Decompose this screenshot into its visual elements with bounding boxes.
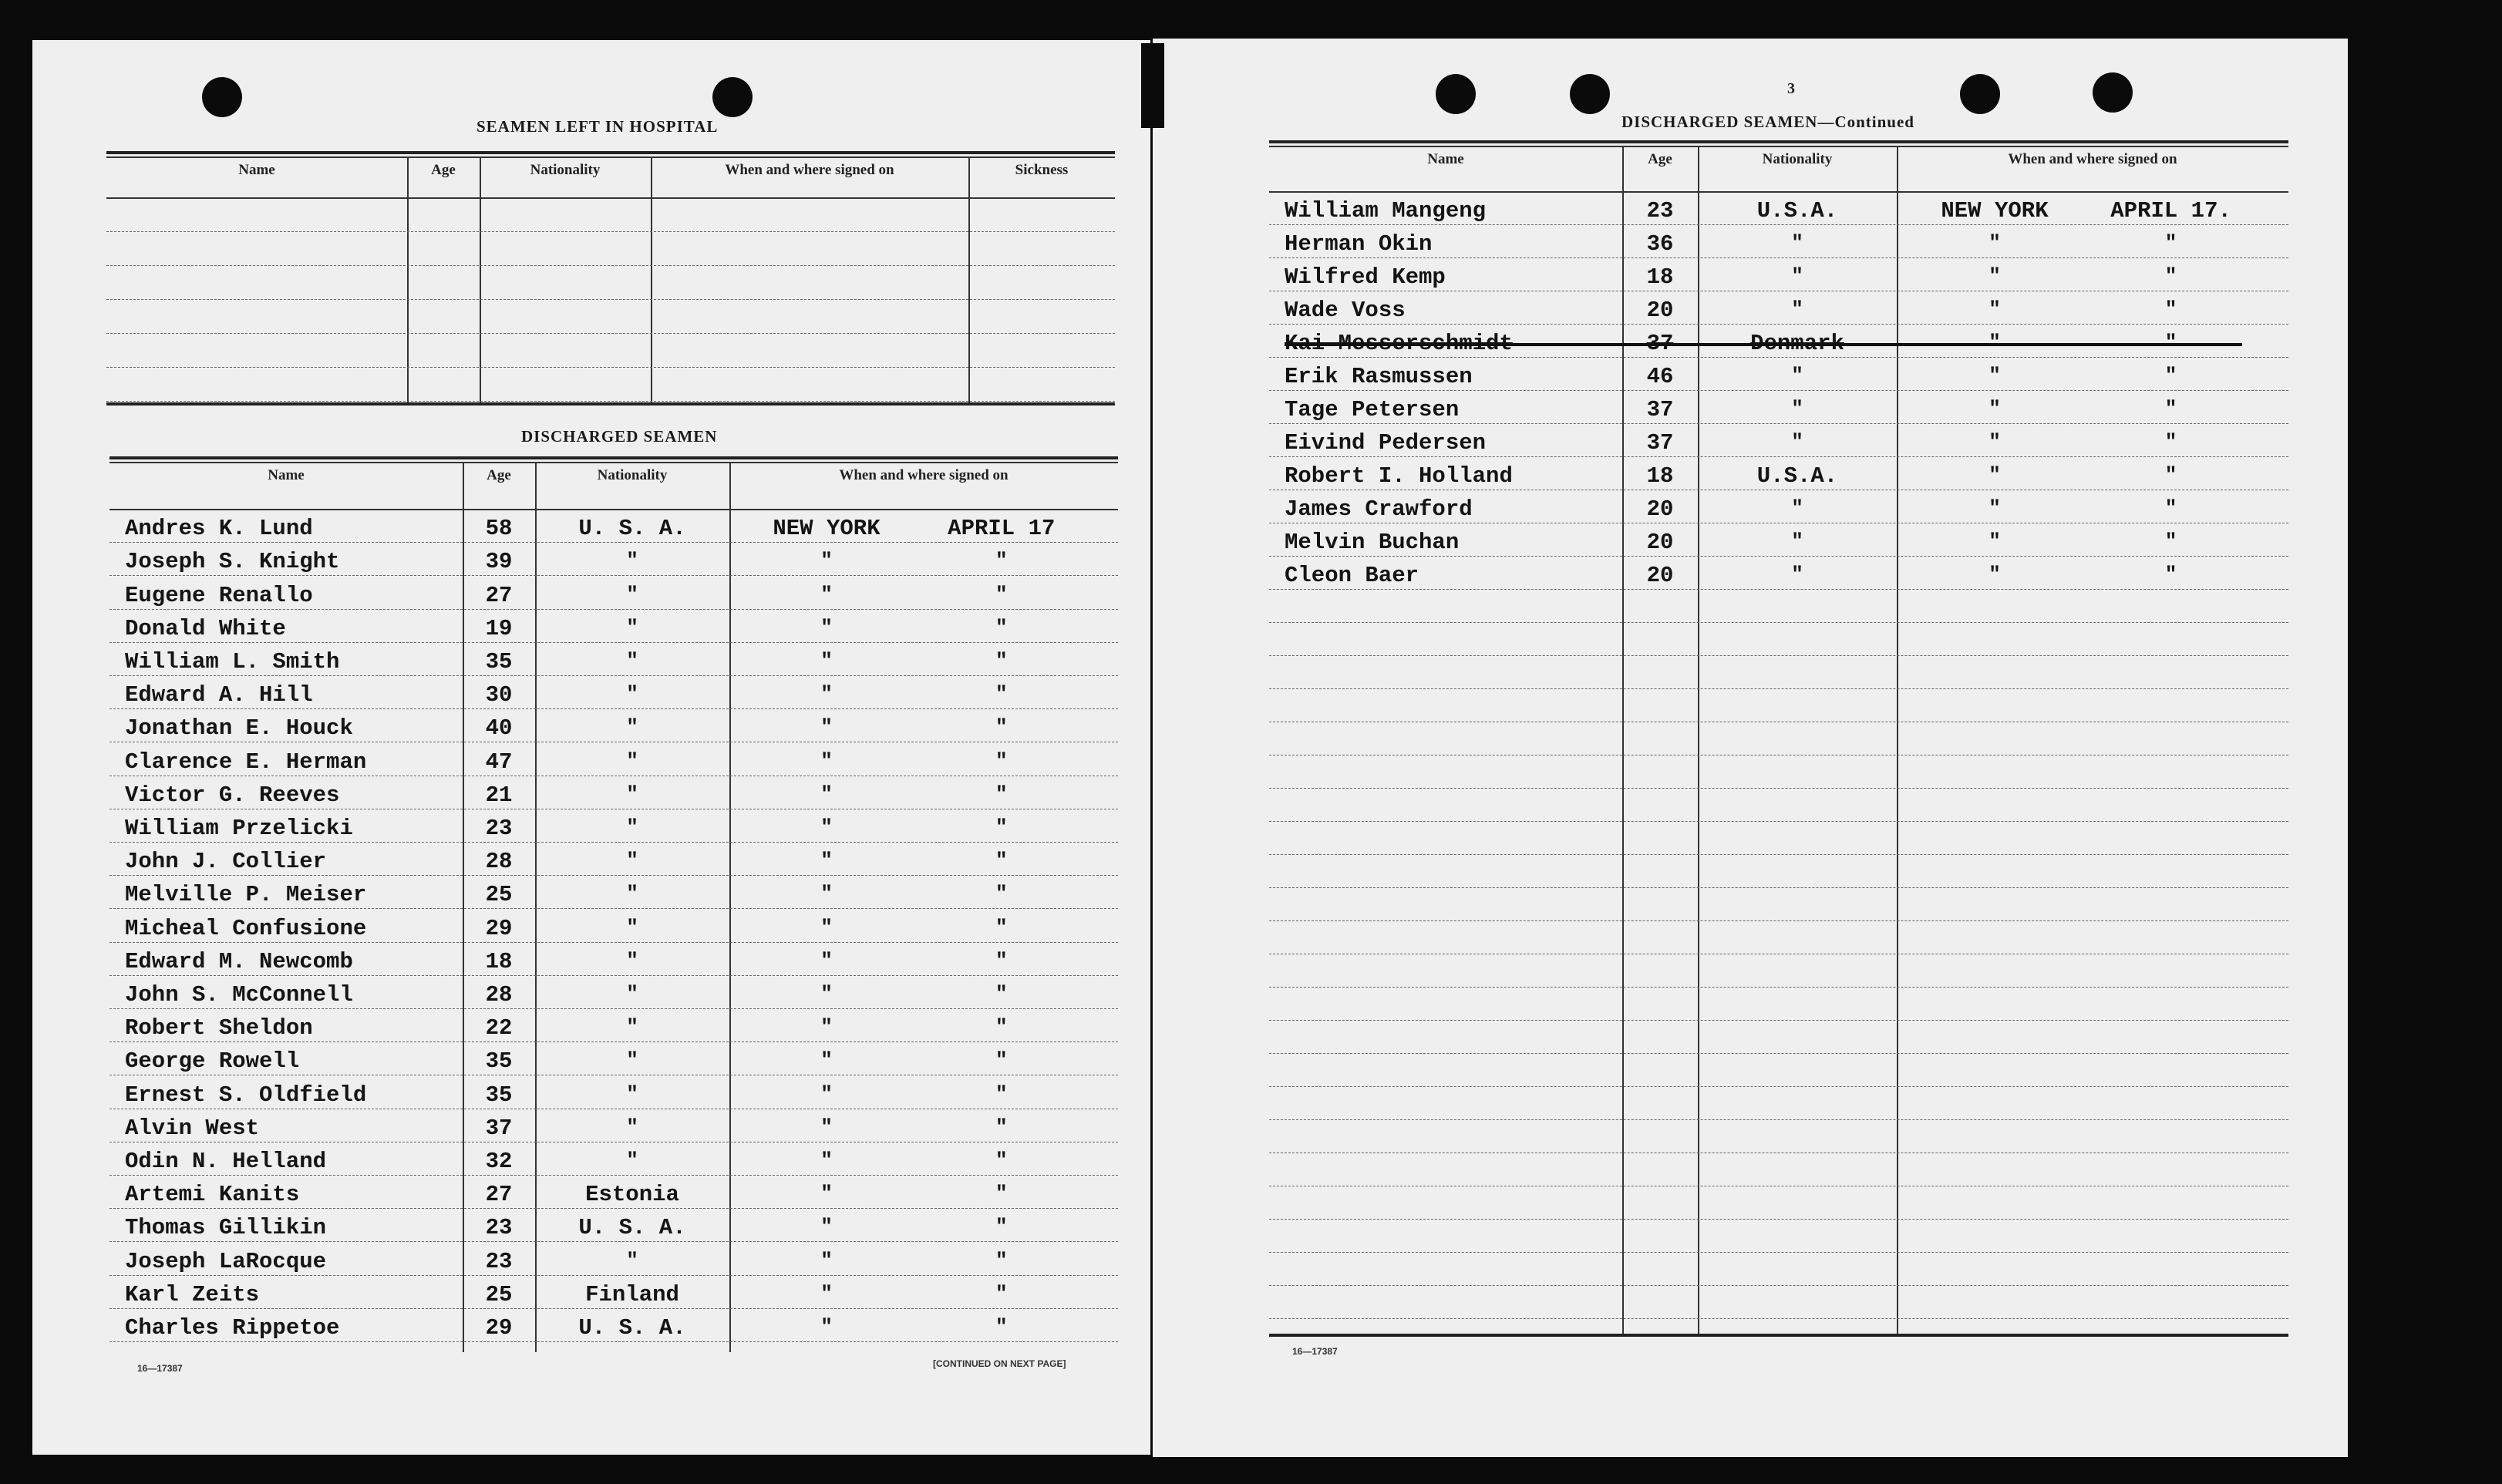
seaman-nationality: " (626, 782, 638, 806)
row-rule (1269, 987, 2288, 988)
table-top-rule (109, 456, 1118, 459)
seaman-name: Eivind Pedersen (1285, 430, 1487, 456)
row-rule (1269, 456, 2288, 457)
signed-on-date: " (995, 1315, 1008, 1338)
row-rule (106, 299, 1115, 300)
signed-on-date: " (995, 1115, 1008, 1139)
column-header: When and where signed on (839, 467, 1009, 483)
row-rule (1269, 1119, 2288, 1120)
signed-on-date: " (995, 582, 1008, 606)
column-header: When and where signed on (725, 162, 894, 178)
signed-on-place: " (820, 1315, 833, 1338)
seaman-nationality: " (626, 816, 638, 839)
row-rule (1269, 854, 2288, 855)
signed-on-date: " (2164, 530, 2177, 553)
seaman-nationality: " (626, 615, 638, 639)
signed-on-place: " (820, 1082, 833, 1105)
table-bottom-rule (106, 402, 1115, 405)
discharged-continued-title (1621, 113, 1914, 132)
header-rule (109, 509, 1118, 510)
seaman-name: William L. Smith (125, 649, 340, 675)
row-rule (1269, 622, 2288, 623)
seaman-age: 36 (1646, 231, 1674, 257)
footer-form-code: 16—17387 (137, 1363, 183, 1374)
column-header: When and where signed on (2008, 151, 2177, 167)
seaman-age: 35 (485, 1082, 513, 1108)
seaman-age: 25 (485, 1281, 513, 1307)
column-header: Name (268, 467, 305, 483)
seaman-name: Micheal Confusione (125, 915, 367, 941)
row-rule (106, 401, 1115, 402)
seaman-nationality: " (1791, 430, 1803, 453)
row-rule (109, 975, 1118, 976)
seaman-nationality: " (626, 982, 638, 1005)
signed-on-place: NEW YORK (773, 516, 881, 542)
signed-on-place: " (1988, 430, 2001, 453)
row-rule (1269, 1086, 2288, 1087)
seaman-nationality: " (626, 1115, 638, 1139)
seaman-age: 20 (1646, 496, 1674, 522)
signed-on-date: " (995, 1149, 1008, 1172)
row-rule (109, 875, 1118, 876)
signed-on-date: " (2164, 331, 2177, 354)
seaman-age: 18 (485, 948, 513, 974)
signed-on-date: " (995, 1215, 1008, 1239)
signed-on-date: " (995, 549, 1008, 573)
signed-on-date: " (2164, 430, 2177, 453)
seaman-name: Karl Zeits (125, 1281, 260, 1307)
signed-on-place: NEW YORK (1941, 198, 2049, 224)
seaman-nationality: " (626, 1082, 638, 1105)
seaman-age: 27 (485, 1182, 513, 1208)
seaman-nationality: " (626, 682, 638, 706)
column-header: Nationality (530, 162, 601, 178)
seaman-age: 35 (485, 649, 513, 675)
row-rule (109, 1175, 1118, 1176)
seaman-name: Victor G. Reeves (125, 782, 340, 808)
signed-on-place: " (820, 816, 833, 839)
seaman-name: Kai Messerschmidt (1285, 331, 1513, 356)
seaman-name: Cleon Baer (1285, 563, 1419, 588)
seaman-age: 28 (485, 849, 513, 875)
seaman-nationality: " (1791, 397, 1803, 420)
signed-on-place: " (1988, 397, 2001, 420)
column-divider (968, 156, 970, 402)
signed-on-place: " (820, 982, 833, 1005)
signed-on-place: " (1988, 298, 2001, 321)
seaman-age: 37 (1646, 331, 1674, 356)
signed-on-place: " (820, 615, 833, 639)
column-header: Nationality (1762, 151, 1833, 167)
table-top-rule (1269, 140, 2288, 143)
footer-form-code-right: 16—17387 (1292, 1346, 1338, 1357)
seaman-name: Jonathan E. Houck (125, 715, 353, 742)
page-number: 3 (1787, 80, 1795, 97)
punch-hole (202, 77, 242, 117)
seaman-name: Robert I. Holland (1285, 463, 1513, 489)
table-top-rule-thin (106, 156, 1115, 158)
seaman-name: Andres K. Lund (125, 516, 313, 542)
row-rule (109, 1341, 1118, 1342)
row-rule (1269, 589, 2288, 590)
seaman-nationality: " (626, 948, 638, 972)
column-divider (480, 156, 481, 402)
signed-on-place: " (820, 1248, 833, 1272)
seaman-age: 40 (485, 715, 513, 742)
signed-on-place: " (820, 1182, 833, 1206)
seaman-nationality: U. S. A. (578, 516, 686, 542)
signed-on-place: " (1988, 563, 2001, 586)
column-header: Age (1648, 151, 1672, 167)
seaman-nationality: " (1791, 530, 1803, 553)
seaman-age: 23 (485, 1248, 513, 1274)
seaman-name: Donald White (125, 615, 286, 641)
seaman-name: Charles Rippetoe (125, 1315, 340, 1341)
seaman-name: John S. McConnell (125, 982, 353, 1008)
row-rule (109, 575, 1118, 576)
seaman-name: Joseph LaRocque (125, 1248, 327, 1274)
signed-on-place: " (1988, 264, 2001, 288)
signed-on-place: " (820, 1048, 833, 1072)
seaman-age: 18 (1646, 463, 1674, 489)
table-bottom-rule (1269, 1334, 2288, 1337)
row-rule (109, 642, 1118, 643)
row-rule (1269, 357, 2288, 358)
seaman-name: George Rowell (125, 1048, 300, 1075)
seaman-nationality: " (626, 849, 638, 873)
seaman-age: 18 (1646, 264, 1674, 290)
table-top-rule-thin (1269, 146, 2288, 147)
row-rule (109, 675, 1118, 676)
signed-on-date: " (995, 882, 1008, 906)
seaman-name: Thomas Gillikin (125, 1215, 327, 1241)
header-rule (106, 197, 1115, 199)
row-rule (1269, 1053, 2288, 1054)
signed-on-date: " (995, 615, 1008, 639)
signed-on-place: " (820, 1149, 833, 1172)
seaman-name: Artemi Kanits (125, 1182, 300, 1208)
signed-on-place: " (820, 649, 833, 672)
seaman-nationality: " (626, 915, 638, 939)
seaman-age: 20 (1646, 530, 1674, 555)
row-rule (106, 265, 1115, 266)
signed-on-place: " (1988, 231, 2001, 254)
signed-on-date: " (2164, 298, 2177, 321)
row-rule (106, 367, 1115, 368)
seaman-age: 23 (485, 1215, 513, 1241)
signed-on-date: " (995, 1048, 1008, 1072)
seaman-age: 47 (485, 749, 513, 775)
seaman-age: 23 (1646, 198, 1674, 224)
signed-on-date: " (2164, 563, 2177, 586)
signed-on-date: " (995, 1248, 1008, 1272)
seaman-nationality: " (1791, 264, 1803, 288)
row-rule (109, 1275, 1118, 1276)
column-header: Name (1427, 151, 1464, 167)
page-gap (1141, 43, 1164, 128)
signed-on-place: " (820, 915, 833, 939)
seaman-name: Erik Rasmussen (1285, 364, 1473, 389)
signed-on-place: " (820, 1115, 833, 1139)
signed-on-date: APRIL 17. (2110, 198, 2231, 224)
seaman-nationality: " (626, 649, 638, 672)
signed-on-place: " (820, 882, 833, 906)
column-header: Age (431, 162, 456, 178)
signed-on-date: " (995, 649, 1008, 672)
signed-on-place: " (1988, 496, 2001, 520)
signed-on-date: " (995, 715, 1008, 739)
signed-on-date: " (995, 749, 1008, 772)
left-page (32, 40, 1150, 1455)
row-rule (1269, 423, 2288, 424)
seaman-nationality: " (1791, 298, 1803, 321)
table-top-rule-thin (109, 462, 1118, 463)
seaman-name: Alvin West (125, 1115, 260, 1141)
column-header: Sickness (1015, 162, 1069, 178)
seaman-nationality: " (626, 1015, 638, 1039)
seaman-name: William Mangeng (1285, 198, 1487, 224)
seaman-age: 27 (485, 582, 513, 608)
seaman-name: Joseph S. Knight (125, 549, 340, 575)
title-suffix: —Continued (1817, 113, 1914, 131)
seaman-age: 23 (485, 816, 513, 841)
row-rule (109, 842, 1118, 843)
row-rule (1269, 788, 2288, 789)
seaman-nationality: " (1791, 364, 1803, 387)
signed-on-place: " (820, 1215, 833, 1239)
table-top-rule (106, 151, 1115, 154)
seaman-name: Eugene Renallo (125, 582, 313, 608)
signed-on-date: " (995, 1082, 1008, 1105)
row-rule (109, 1008, 1118, 1009)
seaman-age: 35 (485, 1048, 513, 1075)
seaman-nationality: U.S.A. (1756, 198, 1838, 224)
seaman-name: Odin N. Helland (125, 1149, 327, 1174)
seaman-name: Melville P. Meiser (125, 882, 367, 908)
punch-hole (2093, 72, 2133, 113)
row-rule (1269, 1285, 2288, 1286)
signed-on-date: " (995, 982, 1008, 1005)
row-rule (1269, 1020, 2288, 1021)
signed-on-date: " (2164, 463, 2177, 486)
seaman-nationality: Estonia (585, 1182, 679, 1208)
column-header: Age (487, 467, 511, 483)
punch-hole (1960, 74, 2000, 114)
seaman-age: 28 (485, 982, 513, 1008)
seaman-age: 37 (1646, 430, 1674, 456)
column-divider (407, 156, 409, 402)
row-rule (109, 1308, 1118, 1309)
row-rule (106, 333, 1115, 334)
punch-hole (712, 77, 753, 117)
seaman-name: Wade Voss (1285, 298, 1406, 323)
signed-on-date: " (2164, 496, 2177, 520)
signed-on-place: " (820, 1281, 833, 1305)
row-rule (109, 542, 1118, 543)
row-rule (1269, 1252, 2288, 1253)
seaman-age: 46 (1646, 364, 1674, 389)
seaman-nationality: " (1791, 231, 1803, 254)
title-text: DISCHARGED SEAMEN (1621, 113, 1818, 131)
signed-on-place: " (1988, 364, 2001, 387)
signed-on-date: " (995, 1281, 1008, 1305)
row-rule (1269, 655, 2288, 656)
column-header: Nationality (597, 467, 668, 483)
signed-on-date: " (995, 782, 1008, 806)
hospital-section-title: SEAMEN LEFT IN HOSPITAL (476, 117, 719, 136)
seaman-age: 29 (485, 1315, 513, 1341)
seaman-name: Wilfred Kemp (1285, 264, 1446, 290)
seaman-name: Robert Sheldon (125, 1015, 313, 1041)
seaman-age: 25 (485, 882, 513, 908)
seaman-age: 39 (485, 549, 513, 575)
seaman-nationality: " (1791, 563, 1803, 586)
row-rule (1269, 224, 2288, 225)
seaman-nationality: " (1791, 496, 1803, 520)
header-rule (1269, 191, 2288, 193)
signed-on-place: " (1988, 331, 2001, 354)
signed-on-place: " (1988, 463, 2001, 486)
column-divider (651, 156, 652, 402)
signed-on-date: " (995, 816, 1008, 839)
row-rule (106, 231, 1115, 232)
seaman-nationality: " (626, 1048, 638, 1072)
seaman-nationality: U. S. A. (578, 1215, 686, 1241)
row-rule (1269, 887, 2288, 888)
punch-hole (1436, 74, 1476, 114)
strike-line (1285, 343, 2242, 346)
seaman-age: 32 (485, 1149, 513, 1174)
row-rule (1269, 324, 2288, 325)
punch-hole (1570, 74, 1610, 114)
seaman-nationality: Finland (585, 1281, 679, 1307)
seaman-nationality: " (626, 882, 638, 906)
signed-on-place: " (820, 782, 833, 806)
row-rule (1269, 556, 2288, 557)
seaman-age: 22 (485, 1015, 513, 1041)
seaman-name: James Crawford (1285, 496, 1473, 522)
seaman-nationality: Denmark (1750, 331, 1844, 356)
signed-on-date: " (995, 849, 1008, 873)
signed-on-date: " (995, 1015, 1008, 1039)
row-rule (1269, 1219, 2288, 1220)
row-rule (109, 609, 1118, 610)
signed-on-place: " (820, 1015, 833, 1039)
seaman-age: 29 (485, 915, 513, 941)
signed-on-place: " (820, 582, 833, 606)
row-rule (1269, 920, 2288, 921)
seaman-nationality: " (626, 749, 638, 772)
signed-on-date: " (995, 915, 1008, 939)
seaman-age: 37 (485, 1115, 513, 1141)
row-rule (109, 1041, 1118, 1042)
seaman-nationality: U. S. A. (578, 1315, 686, 1341)
seaman-nationality: " (626, 1248, 638, 1272)
signed-on-place: " (820, 682, 833, 706)
seaman-nationality: " (626, 582, 638, 606)
discharged-section-title: DISCHARGED SEAMEN (521, 427, 718, 446)
seaman-name: Edward A. Hill (125, 682, 313, 708)
seaman-age: 19 (485, 615, 513, 641)
signed-on-date: APRIL 17 (948, 516, 1056, 542)
signed-on-date: " (995, 1182, 1008, 1206)
signed-on-place: " (820, 849, 833, 873)
seaman-name: Herman Okin (1285, 231, 1433, 257)
row-rule (1269, 688, 2288, 689)
seaman-name: Tage Petersen (1285, 397, 1460, 422)
seaman-nationality: " (626, 1149, 638, 1172)
row-rule (109, 1208, 1118, 1209)
seaman-nationality: " (626, 549, 638, 573)
seaman-age: 30 (485, 682, 513, 708)
signed-on-date: " (995, 948, 1008, 972)
seaman-name: Melvin Buchan (1285, 530, 1460, 555)
row-rule (1269, 821, 2288, 822)
row-rule (1269, 1318, 2288, 1319)
row-rule (109, 942, 1118, 943)
seaman-name: Edward M. Newcomb (125, 948, 353, 974)
signed-on-date: " (2164, 397, 2177, 420)
signed-on-place: " (820, 948, 833, 972)
signed-on-place: " (820, 749, 833, 772)
row-rule (109, 1241, 1118, 1242)
column-header: Name (238, 162, 275, 178)
row-rule (109, 908, 1118, 909)
signed-on-place: " (820, 549, 833, 573)
seaman-name: Clarence E. Herman (125, 749, 367, 775)
seaman-age: 20 (1646, 563, 1674, 588)
signed-on-date: " (2164, 264, 2177, 288)
row-rule (109, 708, 1118, 709)
seaman-name: John J. Collier (125, 849, 327, 875)
signed-on-place: " (1988, 530, 2001, 553)
signed-on-date: " (2164, 364, 2177, 387)
seaman-age: 20 (1646, 298, 1674, 323)
seaman-age: 21 (485, 782, 513, 808)
seaman-age: 58 (485, 516, 513, 542)
signed-on-date: " (995, 682, 1008, 706)
row-rule (1269, 257, 2288, 258)
seaman-nationality: U.S.A. (1756, 463, 1838, 489)
footer-continued-note: [CONTINUED ON NEXT PAGE] (933, 1358, 1066, 1369)
seaman-name: William Przelicki (125, 816, 353, 841)
seaman-age: 37 (1646, 397, 1674, 422)
signed-on-place: " (820, 715, 833, 739)
signed-on-date: " (2164, 231, 2177, 254)
seaman-name: Ernest S. Oldfield (125, 1082, 367, 1108)
row-rule (1269, 390, 2288, 391)
seaman-nationality: " (626, 715, 638, 739)
